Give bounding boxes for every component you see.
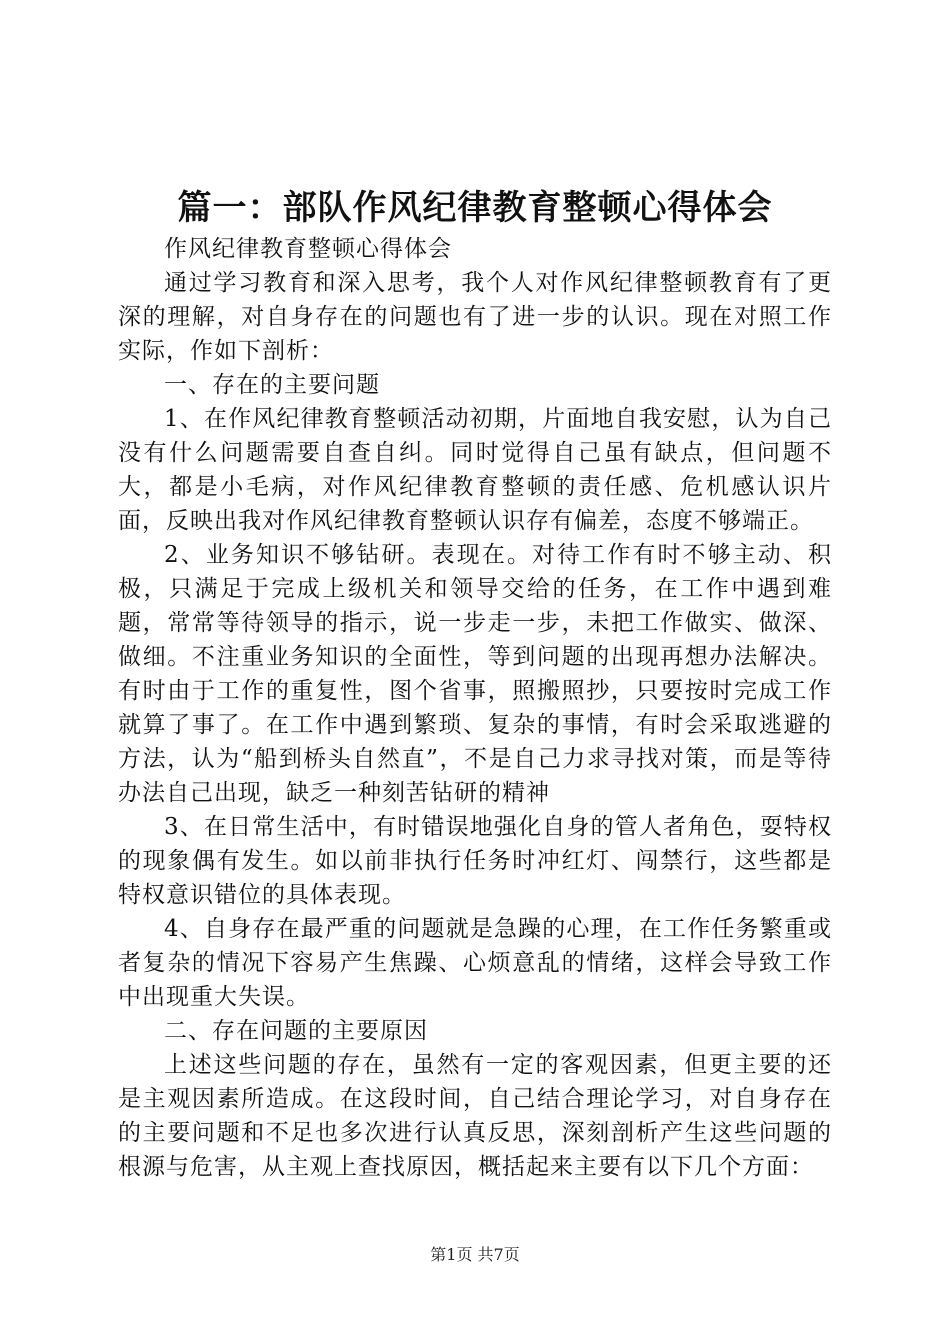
page-number-footer: 第1页 共7页 <box>430 1245 520 1264</box>
document-body <box>118 232 832 1184</box>
problem-paragraph-2: 2、业务知识不够钻研。表现在。对待工作有时不够主动、积极，只满足于完成上级机关和领导交给的任务，在工作中遇到难题，常常等待领导的指示，说一步走一步，未把工作做实、做深、做细。不注重业务知识的全面性，等到问题的出现再想办法解决。有时由于工作的重复性，图个省事，照搬照抄，只要按时完成工作就算了事了。在工作中遇到繁琐、复杂的事情，有时会采取逃避的方法，认为“船到桥头自然直”，不是自己力求寻找对策，而是等待办法自己出现，缺乏一种刻苦钻研的精神 <box>118 542 832 806</box>
section-heading-problems: 一、存在的主要问题 <box>164 372 380 398</box>
document-title: 篇一：部队作风纪律教育整顿心得体会 <box>177 188 773 228</box>
section-heading-causes: 二、存在问题的主要原因 <box>164 1018 428 1044</box>
problem-paragraph-4: 4、自身存在最严重的问题就是急躁的心理，在工作任务繁重或者复杂的情况下容易产生焦躁、心烦意乱的情绪，这样会导致工作中出现重大失误。 <box>118 916 832 1010</box>
intro-paragraph: 通过学习教育和深入思考，我个人对作风纪律整顿教育有了更深的理解，对自身存在的问题也有了进一步的认识。现在对照工作实际，作如下剖析： <box>118 270 832 364</box>
problem-paragraph-1: 1、在作风纪律教育整顿活动初期，片面地自我安慰，认为自己没有什么问题需要自查自纠。同时觉得自己虽有缺点，但问题不大，都是小毛病，对作风纪律教育整顿的责任感、危机感认识片面，反映出我对作风纪律教育整顿认识存有偏差，态度不够端正。 <box>118 406 832 534</box>
causes-paragraph: 上述这些问题的存在，虽然有一定的客观因素，但更主要的还是主观因素所造成。在这段时间，自己结合理论学习，对自身存在的主要问题和不足也多次进行认真反思，深刻剖析产生这些问题的根源与危害，从主观上查找原因，概括起来主要有以下几个方面： <box>118 1052 832 1180</box>
subtitle-paragraph: 作风纪律教育整顿心得体会 <box>164 236 452 262</box>
problem-paragraph-3: 3、在日常生活中，有时错误地强化自身的管人者角色，耍特权的现象偶有发生。如以前非执行任务时冲红灯、闯禁行，这些都是特权意识错位的具体表现。 <box>118 814 832 908</box>
